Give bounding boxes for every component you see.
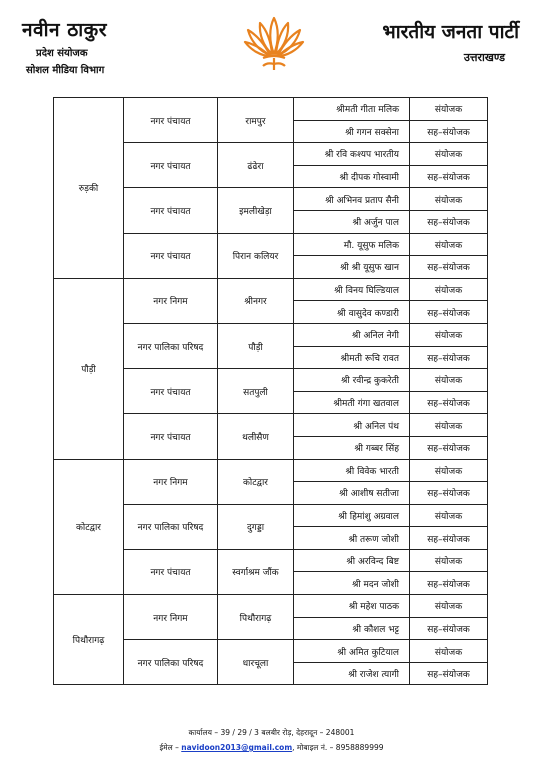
person-name-cell: श्री वासुदेव कण्डारी (294, 301, 410, 324)
table-row (54, 459, 488, 482)
district-cell: कोटद्वार (54, 459, 124, 595)
place-cell: पिथौरागढ़ (218, 595, 294, 640)
role-cell: सह–संयोजक (410, 572, 488, 595)
body-type-cell: नगर पालिका परिषद (124, 640, 218, 685)
body-type-cell: नगर पंचायत (124, 549, 218, 594)
person-name-cell: श्री दीपक गोस्वामी (294, 165, 410, 188)
header-right (382, 18, 519, 65)
role-cell: संयोजक (410, 549, 488, 572)
role-cell: संयोजक (410, 640, 488, 663)
body-type-cell: नगर पंचायत (124, 369, 218, 414)
mobile-number: , मोबाइल नं. – 8958889999 (292, 743, 384, 752)
place-cell: दुगड्डा (218, 504, 294, 549)
role-cell: संयोजक (410, 323, 488, 346)
role-cell: संयोजक (410, 278, 488, 301)
role-cell: संयोजक (410, 504, 488, 527)
person-name-cell: श्री रवीन्द्र कुकरेती (294, 369, 410, 392)
role-cell: सह–संयोजक (410, 617, 488, 640)
role-cell: सह–संयोजक (410, 256, 488, 279)
role-cell: सह–संयोजक (410, 391, 488, 414)
person-name-cell: श्री रवि कश्यप भारतीय (294, 143, 410, 166)
place-cell: कोटद्वार (218, 459, 294, 504)
table-row (54, 278, 488, 301)
person-name-cell: श्री विवेक भारती (294, 459, 410, 482)
person-name-cell: श्रीमती रूचि रावत (294, 346, 410, 369)
role-cell: संयोजक (410, 459, 488, 482)
body-type-cell: नगर निगम (124, 459, 218, 504)
place-cell: स्वर्गाश्रम जौंक (218, 549, 294, 594)
role-cell: सह–संयोजक (410, 301, 488, 324)
person-name-cell: श्री अमित कुटियाल (294, 640, 410, 663)
person-name-cell: श्री अरविन्द बिष्ट (294, 549, 410, 572)
district-cell: रुड़की (54, 98, 124, 279)
role-cell: संयोजक (410, 188, 488, 211)
email-link[interactable]: navidoon2013@gmail.com (181, 743, 293, 752)
role-cell: सह–संयोजक (410, 527, 488, 550)
role-cell: सह–संयोजक (410, 210, 488, 233)
body-type-cell: नगर पंचायत (124, 414, 218, 459)
office-address: कार्यालय – 39 / 29 / 3 बलबीर रोड़, देहरादून – 248001 (188, 728, 355, 737)
district-cell: पिथौरागढ़ (54, 595, 124, 685)
body-type-cell: नगर पालिका परिषद (124, 504, 218, 549)
role-cell: संयोजक (410, 98, 488, 121)
coordinator-table (53, 97, 488, 685)
place-cell: ढंढेरा (218, 143, 294, 188)
person-name-cell: श्री राजेश त्यागी (294, 662, 410, 685)
role-cell: सह–संयोजक (410, 165, 488, 188)
role-cell: सह–संयोजक (410, 120, 488, 143)
place-cell: इमलीखेड़ा (218, 188, 294, 233)
person-name-cell: श्री हिमांशु अग्रवाल (294, 504, 410, 527)
person-name-cell: श्री श्री यूसुफ खान (294, 256, 410, 279)
person-name: नवीन ठाकुर (22, 19, 108, 41)
email-label: ईमेल – (159, 743, 179, 752)
person-name-cell: श्री महेश पाठक (294, 595, 410, 618)
department: सोशल मीडिया विभाग (26, 65, 105, 76)
role-cell: संयोजक (410, 595, 488, 618)
table-row (54, 98, 488, 121)
person-name-cell: श्री आशीष सतीजा (294, 482, 410, 505)
body-type-cell: नगर निगम (124, 595, 218, 640)
lotus-logo-icon (243, 14, 305, 72)
person-name-cell: श्रीमती गीता मलिक (294, 98, 410, 121)
role-cell: संयोजक (410, 143, 488, 166)
district-cell: पौड़ी (54, 278, 124, 459)
party-name: भारतीय जनता पार्टी (382, 21, 519, 43)
person-name-cell: श्री गगन सक्सेना (294, 120, 410, 143)
person-name-cell: श्री अभिनव प्रताप सैनी (294, 188, 410, 211)
place-cell: पौड़ी (218, 323, 294, 368)
place-cell: पिरान कलियर (218, 233, 294, 278)
body-type-cell: नगर पालिका परिषद (124, 323, 218, 368)
person-name-cell: मौ. यूसुफ मलिक (294, 233, 410, 256)
header-left (22, 16, 107, 76)
body-type-cell: नगर पंचायत (124, 188, 218, 233)
state-name: उत्तराखण्ड (463, 51, 505, 64)
person-name-cell: श्री अनिल नेगी (294, 323, 410, 346)
footer (0, 728, 543, 753)
person-name-cell: श्रीमती गंगा खतवाल (294, 391, 410, 414)
role-cell: संयोजक (410, 369, 488, 392)
person-name-cell: श्री विनय घिल्डियाल (294, 278, 410, 301)
role-cell: सह–संयोजक (410, 436, 488, 459)
person-name-cell: श्री मदन जोशी (294, 572, 410, 595)
place-cell: धारचूला (218, 640, 294, 685)
body-type-cell: नगर निगम (124, 278, 218, 323)
person-name-cell: श्री गब्बर सिंह (294, 436, 410, 459)
person-name-cell: श्री अर्जुन पाल (294, 210, 410, 233)
body-type-cell: नगर पंचायत (124, 233, 218, 278)
role-cell: संयोजक (410, 233, 488, 256)
table-row (54, 595, 488, 618)
place-cell: रामपुर (218, 98, 294, 143)
place-cell: सतपुली (218, 369, 294, 414)
role-cell: सह–संयोजक (410, 662, 488, 685)
place-cell: थलीसैण (218, 414, 294, 459)
body-type-cell: नगर पंचायत (124, 143, 218, 188)
place-cell: श्रीनगर (218, 278, 294, 323)
person-name-cell: श्री तरूण जोशी (294, 527, 410, 550)
role-cell: सह–संयोजक (410, 346, 488, 369)
role-cell: संयोजक (410, 414, 488, 437)
person-name-cell: श्री कौशल भट्ट (294, 617, 410, 640)
body-type-cell: नगर पंचायत (124, 98, 218, 143)
person-name-cell: श्री अनिल पंथ (294, 414, 410, 437)
designation: प्रदेश संयोजक (36, 48, 88, 59)
role-cell: सह–संयोजक (410, 482, 488, 505)
